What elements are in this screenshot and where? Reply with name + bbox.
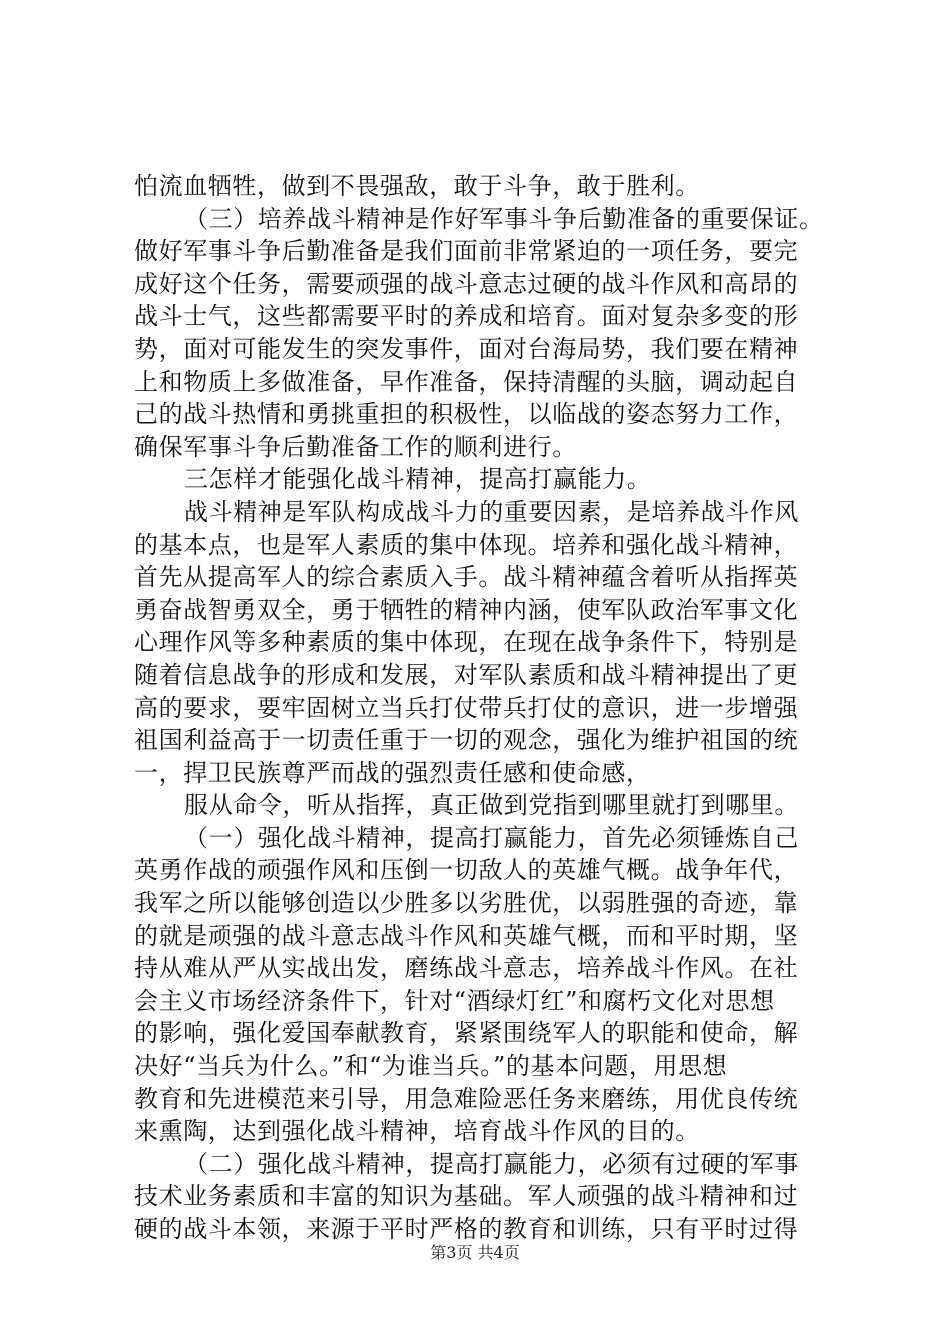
text-line: 来熏陶，达到强化战斗精神，培育战斗作风的目的。 (134, 1117, 700, 1146)
text-line: 怕流血牺牲，做到不畏强敌，敢于斗争，敢于胜利。 (134, 172, 700, 200)
text-line: 教育和先进模范来引导，用急难险恶任务来磨练，用优良传统 (134, 1084, 799, 1113)
text-line: 的就是顽强的战斗意志战斗作风和英雄气概，而和平时期，坚 (134, 921, 799, 950)
text-line: 持从难从严从实战出发，磨练战斗意志，培养战斗作风。在社 (134, 954, 799, 983)
text-line: 上和物质上多做准备，早作准备，保持清醒的头脑，调动起自 (134, 367, 799, 396)
text-line: （二）强化战斗精神，提高打赢能力，必须有过硬的军事 (184, 1149, 799, 1178)
text-line: 战斗士气，这些都需要平时的养成和培育。面对复杂多变的形 (134, 302, 799, 331)
text-line: 硬的战斗本领，来源于平时严格的教育和训练，只有平时过得 (134, 1215, 799, 1243)
text-line: 首先从提高军人的综合素质入手。战斗精神蕴含着听从指挥英 (134, 563, 799, 592)
text-line: 成好这个任务，需要顽强的战斗意志过硬的战斗作风和高昂的 (134, 269, 799, 298)
text-line: 三怎样才能强化战斗精神，提高打赢能力。 (184, 465, 652, 494)
text-line: 确保军事斗争后勤准备工作的顺利进行。 (134, 432, 577, 461)
text-line: （一）强化战斗精神，提高打赢能力，首先必须锤炼自己 (184, 823, 799, 852)
text-line: 己的战斗热情和勇挑重担的积极性，以临战的姿态努力工作， (134, 400, 799, 429)
text-line: 会主义市场经济条件下，针对“酒绿灯红”和腐朽文化对思想 (134, 986, 775, 1015)
text-line: 做好军事斗争后勤准备是我们面前非常紧迫的一项任务，要完 (134, 237, 799, 266)
text-line: 祖国利益高于一切责任重于一切的观念，强化为维护祖国的统 (134, 726, 799, 755)
text-line: 心理作风等多种素质的集中体现，在现在战争条件下，特别是 (134, 628, 799, 657)
page-footer: 第3页 共4页 (430, 1243, 520, 1262)
text-line: 一，捍卫民族尊严而战的强烈责任感和使命感， (134, 758, 651, 787)
text-line: 的影响，强化爱国奉献教育，紧紧围绕军人的职能和使命，解 (134, 1019, 799, 1048)
text-line: 势，面对可能发生的突发事件，面对台海局势，我们要在精神 (134, 334, 799, 363)
text-line: 技术业务素质和丰富的知识为基础。军人顽强的战斗精神和过 (134, 1182, 799, 1211)
text-line: 决好“当兵为什么。”和“为谁当兵。”的基本问题，用思想 (134, 1052, 728, 1081)
text-line: 随着信息战争的形成和发展，对军队素质和战斗精神提出了更 (134, 660, 799, 689)
text-line: 服从命令，听从指挥，真正做到党指到哪里就打到哪里。 (184, 791, 799, 820)
text-line: 战斗精神是军队构成战斗力的重要因素，是培养战斗作风 (184, 497, 799, 526)
text-line: 英勇作战的顽强作风和压倒一切敌人的英雄气概。战争年代， (134, 856, 799, 885)
text-line: 的基本点，也是军人素质的集中体现。培养和强化战斗精神， (134, 530, 799, 559)
text-line: 我军之所以能够创造以少胜多以劣胜优，以弱胜强的奇迹，靠 (134, 889, 799, 918)
body-text (134, 170, 834, 1246)
text-line: 高的要求，要牢固树立当兵打仗带兵打仗的意识，进一步增强 (134, 693, 799, 722)
text-line: （三）培养战斗精神是作好军事斗争后勤准备的重要保证。 (184, 204, 824, 233)
text-line: 勇奋战智勇双全，勇于牺牲的精神内涵，使军队政治军事文化 (134, 595, 799, 624)
